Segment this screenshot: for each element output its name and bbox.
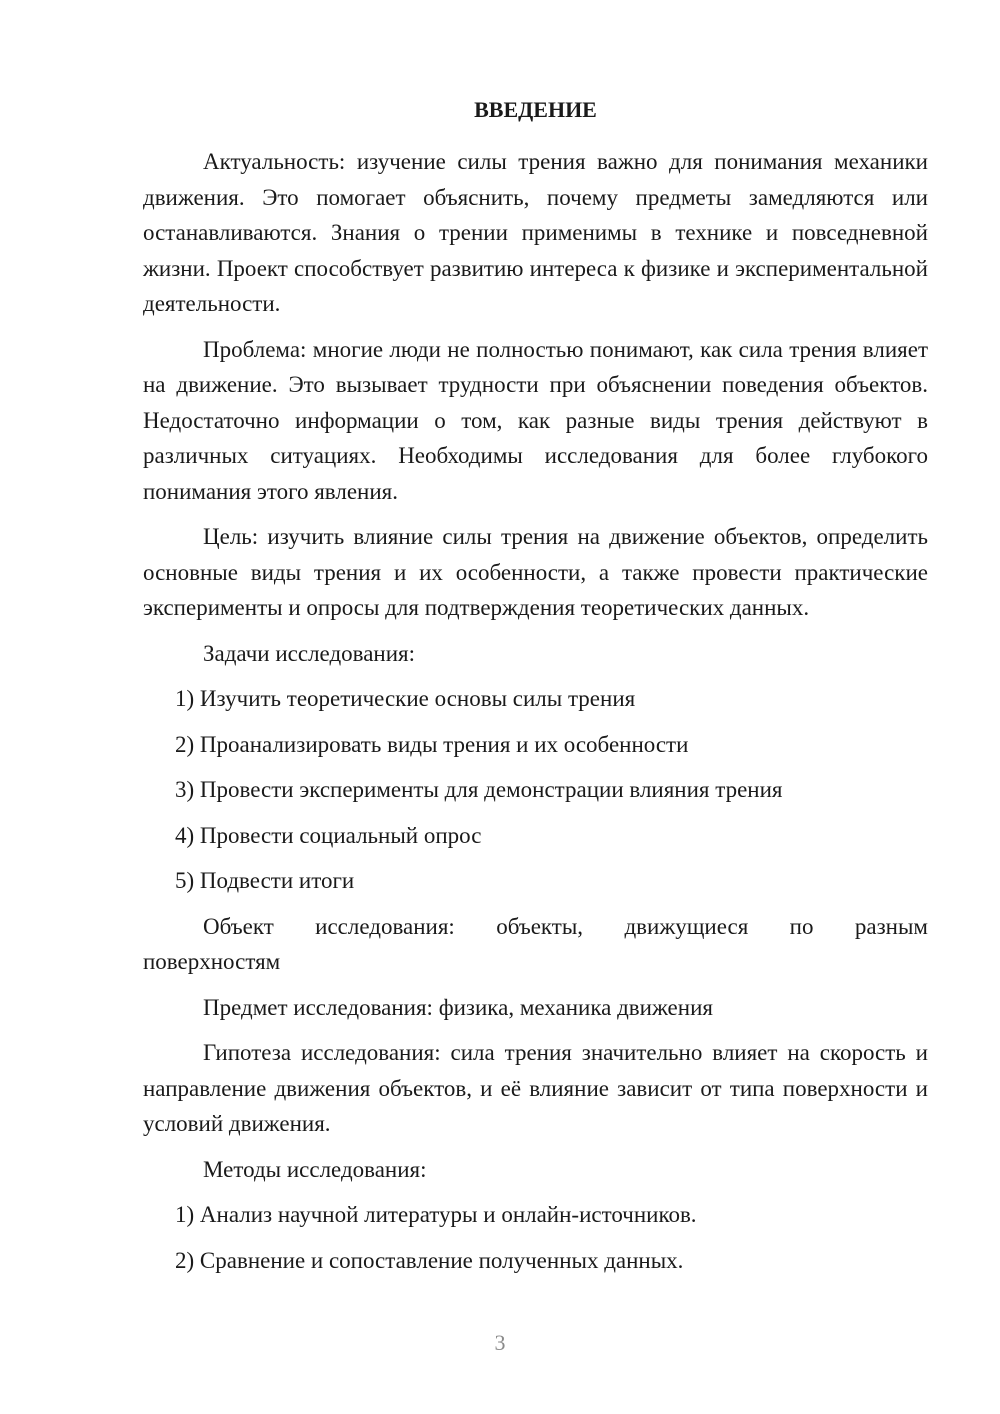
task-item: 5) Подвести итоги — [175, 868, 355, 893]
methods-label: Методы исследования: — [203, 1156, 427, 1182]
task-item: 1) Изучить теоретические основы силы трения — [175, 686, 636, 711]
relevance-paragraph: Актуальность: изучение силы трения важно для понимания механики движения. Это помогает объяснить, почему предметы замедляются или останавливаются. Знания о трении применимы в технике и повседневной жизни. Проект способствует развитию интереса к физике и экспериментальной деятельности. — [143, 149, 928, 316]
tasks-list — [143, 681, 928, 899]
subject-paragraph: Предмет исследования: физика, механика движения — [203, 994, 713, 1020]
task-item: 2) Проанализировать виды трения и их особенности — [175, 731, 689, 757]
section-heading: ВВЕДЕНИЕ — [474, 97, 597, 122]
object-paragraph-line1: Объект исследования: объекты, движущиеся по разным — [203, 913, 928, 939]
task-item: 3) Провести эксперименты для демонстрации влияния трения — [175, 777, 783, 802]
task-item: 4) Провести социальный опрос — [175, 822, 482, 848]
page-number: 3 — [494, 1330, 506, 1355]
problem-paragraph: Проблема: многие люди не полностью понимают, как сила трения влияет на движение. Это вызывает трудности при объяснении поведения объектов. Недостаточно информации о том, как разные виды трения действуют в различных ситуациях. Необходимы исследования для более глубокого понимания этого явления. — [143, 336, 928, 504]
method-item: 1) Анализ научной литературы и онлайн-источников. — [175, 1202, 697, 1227]
object-paragraph-line2: поверхностям — [143, 949, 281, 974]
goal-paragraph: Цель: изучить влияние силы трения на движение объектов, определить основные виды трения и их особенности, а также провести практические эксперименты и опросы для подтверждения теоретических данных. — [143, 524, 928, 620]
page-content — [143, 94, 928, 1288]
methods-list — [143, 1197, 928, 1278]
tasks-label: Задачи исследования: — [203, 640, 416, 666]
method-item: 2) Сравнение и сопоставление полученных данных. — [175, 1247, 684, 1273]
hypothesis-paragraph: Гипотеза исследования: сила трения значительно влияет на скорость и направление движения объектов, и её влияние зависит от типа поверхности и условий движения. — [143, 1040, 928, 1136]
